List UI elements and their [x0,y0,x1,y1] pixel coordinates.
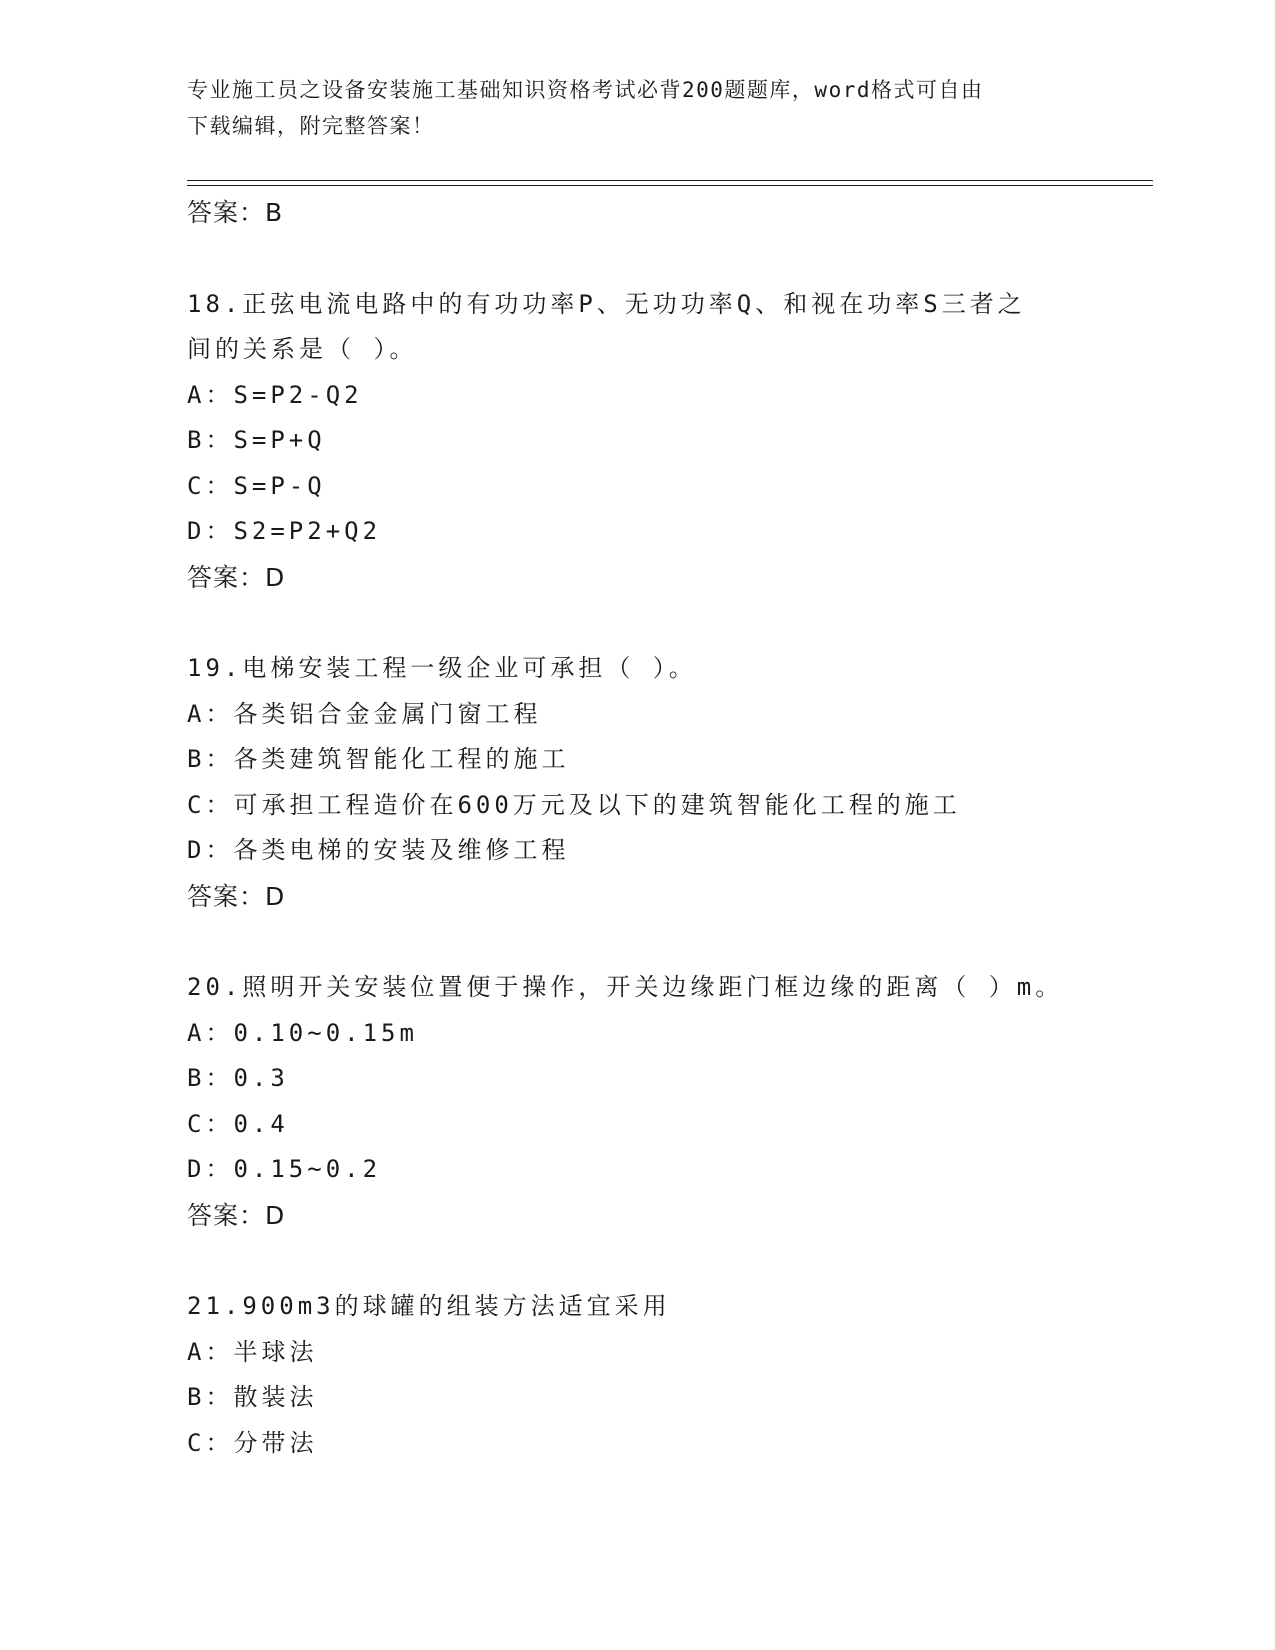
header-divider-top [187,180,1153,181]
question-21-text: 21.900m3的球罐的组装方法适宜采用 [187,1292,671,1320]
question-20-option-a: A：0.10~0.15m [187,1018,418,1047]
question-19-option-a: A：各类铝合金金属门窗工程 [187,699,542,728]
question-19-text: 19.电梯安装工程一级企业可承担（ ）。 [187,654,697,682]
question-18-text-line-2: 间的关系是（ ）。 [187,335,418,363]
question-18 [187,282,1087,601]
question-21-option-b: B：散装法 [187,1383,318,1411]
question-21-option-a: A：半球法 [187,1337,318,1366]
spacer [187,600,1087,646]
question-19-answer: 答案：D [187,881,286,911]
question-21 [187,1284,1087,1466]
question-content [187,190,1087,1466]
question-19-option-b: B：各类建筑智能化工程的施工 [187,745,570,773]
question-18-option-c: C：S=P-Q [187,471,326,500]
question-18-option-a: A：S=P2-Q2 [187,380,363,409]
spacer [187,236,1087,282]
question-18-option-b: B：S=P+Q [187,426,326,454]
question-20-option-b: B：0.3 [187,1064,289,1092]
header-line-2: 下载编辑，附完整答案！ [187,114,435,138]
question-21-option-c: C：分带法 [187,1428,318,1457]
question-19-option-d: D：各类电梯的安装及维修工程 [187,836,570,864]
question-19 [187,646,1087,919]
question-18-option-d: D：S2=P2+Q2 [187,517,382,545]
question-19-option-c: C：可承担工程造价在600万元及以下的建筑智能化工程的施工 [187,790,961,819]
question-20-option-d: D：0.15~0.2 [187,1155,382,1183]
document-header [187,72,1067,144]
header-divider-bottom [187,185,1153,186]
header-line-1: 专业施工员之设备安装施工基础知识资格考试必背200题题库，word格式可自由 [187,78,984,102]
question-20 [187,965,1087,1238]
question-20-option-c: C：0.4 [187,1109,289,1138]
previous-answer: 答案：B [187,198,284,227]
question-20-text: 20.照明开关安装位置便于操作，开关边缘距门框边缘的距离（ ）m。 [187,973,1064,1001]
question-18-answer: 答案：D [187,562,286,592]
question-20-answer: 答案：D [187,1200,286,1230]
spacer [187,1238,1087,1284]
spacer [187,919,1087,965]
question-18-text-line-1: 18.正弦电流电路中的有功功率P、无功功率Q、和视在功率S三者之 [187,289,1026,318]
